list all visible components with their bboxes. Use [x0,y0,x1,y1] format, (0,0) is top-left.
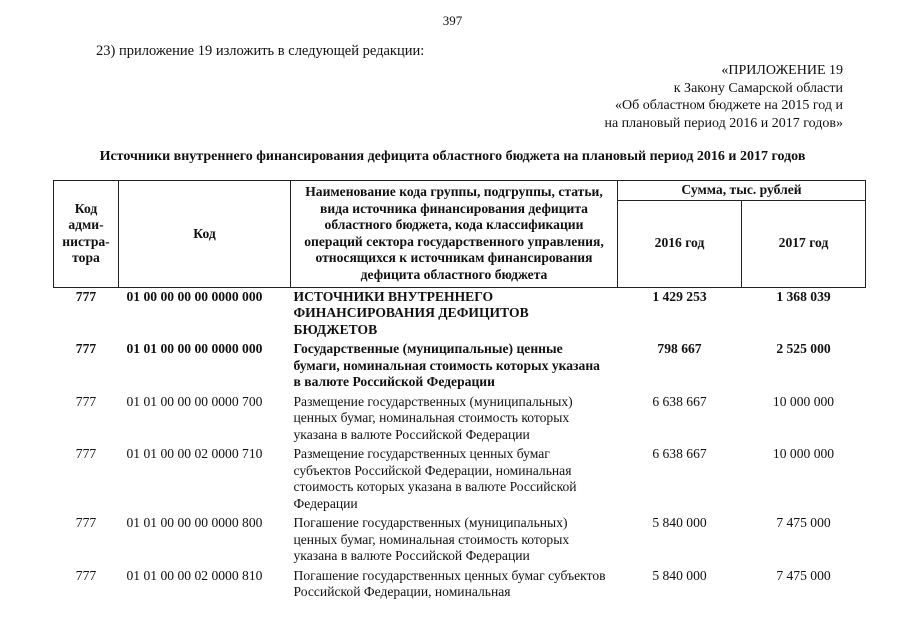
row-name: Размещение государственных ценных бумаг субъектов Российской Федерации, номинальная стоимость которых указана в валюте Российской Федерации [293,446,577,511]
row-2016: 5 840 000 [652,515,707,530]
header-sum: Сумма, тыс. рублей [618,181,866,201]
header-code: Код [119,181,291,288]
row-2016: 1 429 253 [652,288,707,304]
appendix-line-3: «Об областном бюджете на 2015 год и [615,98,843,113]
header-year-2017: 2017 год [742,200,866,287]
appendix-header [523,62,843,132]
row-2016: 6 638 667 [652,446,707,461]
row-code: 01 00 00 00 00 0000 000 [126,288,263,304]
appendix-line-4: на плановый период 2016 и 2017 годов» [604,115,843,131]
row-admin: 777 [75,341,97,356]
row-name: Погашение государственных ценных бумаг субъектов Российской Федерации, номинальная [293,567,606,599]
row-admin: 777 [75,393,97,409]
row-code: 01 01 00 00 02 0000 710 [126,446,263,461]
table-row [54,340,866,393]
row-admin: 777 [75,567,97,583]
budget-table [53,180,866,603]
row-admin: 777 [75,515,97,530]
row-admin: 777 [75,288,97,304]
appendix-line-2: к Закону Самарской области [673,80,843,96]
row-2016: 6 638 667 [652,393,707,409]
row-2017: 2 525 000 [776,341,831,356]
table-row [54,445,866,514]
row-code: 01 01 00 00 00 0000 000 [126,341,263,356]
row-2016: 5 840 000 [652,567,707,583]
intro-text: 23) приложение 19 изложить в следующей редакции: [96,43,425,59]
table-row [54,287,866,340]
row-2017: 10 000 000 [772,446,835,461]
row-2017: 1 368 039 [776,288,831,304]
row-name: Размещение государственных (муниципальных) ценных бумаг, номинальная стоимость которых указана в валюте Российской Федерации [293,393,573,442]
row-2017: 7 475 000 [776,515,831,530]
header-year-2016: 2016 год [618,200,742,287]
row-name: ИСТОЧНИКИ ВНУТРЕННЕГО ФИНАНСИРОВАНИЯ ДЕФИЦИТОВ БЮДЖЕТОВ [293,288,529,337]
row-2017: 7 475 000 [776,567,831,583]
table-row [54,567,866,603]
appendix-line-1: «ПРИЛОЖЕНИЕ 19 [721,63,843,78]
page-number: 397 [442,13,463,28]
header-admin-code: Код адми-нистра-тора [54,181,119,288]
row-2016: 798 667 [657,341,702,356]
row-code: 01 01 00 00 02 0000 810 [126,567,263,583]
row-code: 01 01 00 00 00 0000 700 [126,393,263,409]
row-2017: 10 000 000 [772,393,835,409]
row-code: 01 01 00 00 00 0000 800 [126,515,263,530]
table-row [54,514,866,567]
row-name: Государственные (муниципальные) ценные бумаги, номинальная стоимость которых указана в валюте Российской Федерации [293,341,600,389]
table-row [54,393,866,446]
table-header-row [54,181,866,201]
row-name: Погашение государственных (муниципальных) ценных бумаг, номинальная стоимость которых указана в валюте Российской Федерации [293,515,570,563]
table-title: Источники внутреннего финансирования дефицита областного бюджета на плановый период 2016 и 2017 годов [99,149,806,164]
row-admin: 777 [75,446,97,461]
header-name: Наименование кода группы, подгруппы, статьи, вида источника финансирования дефицита областного бюджета, кода классификации операций сектора государственного управления, относящихся к источникам финансирования дефицита областного бюджета [291,181,618,288]
